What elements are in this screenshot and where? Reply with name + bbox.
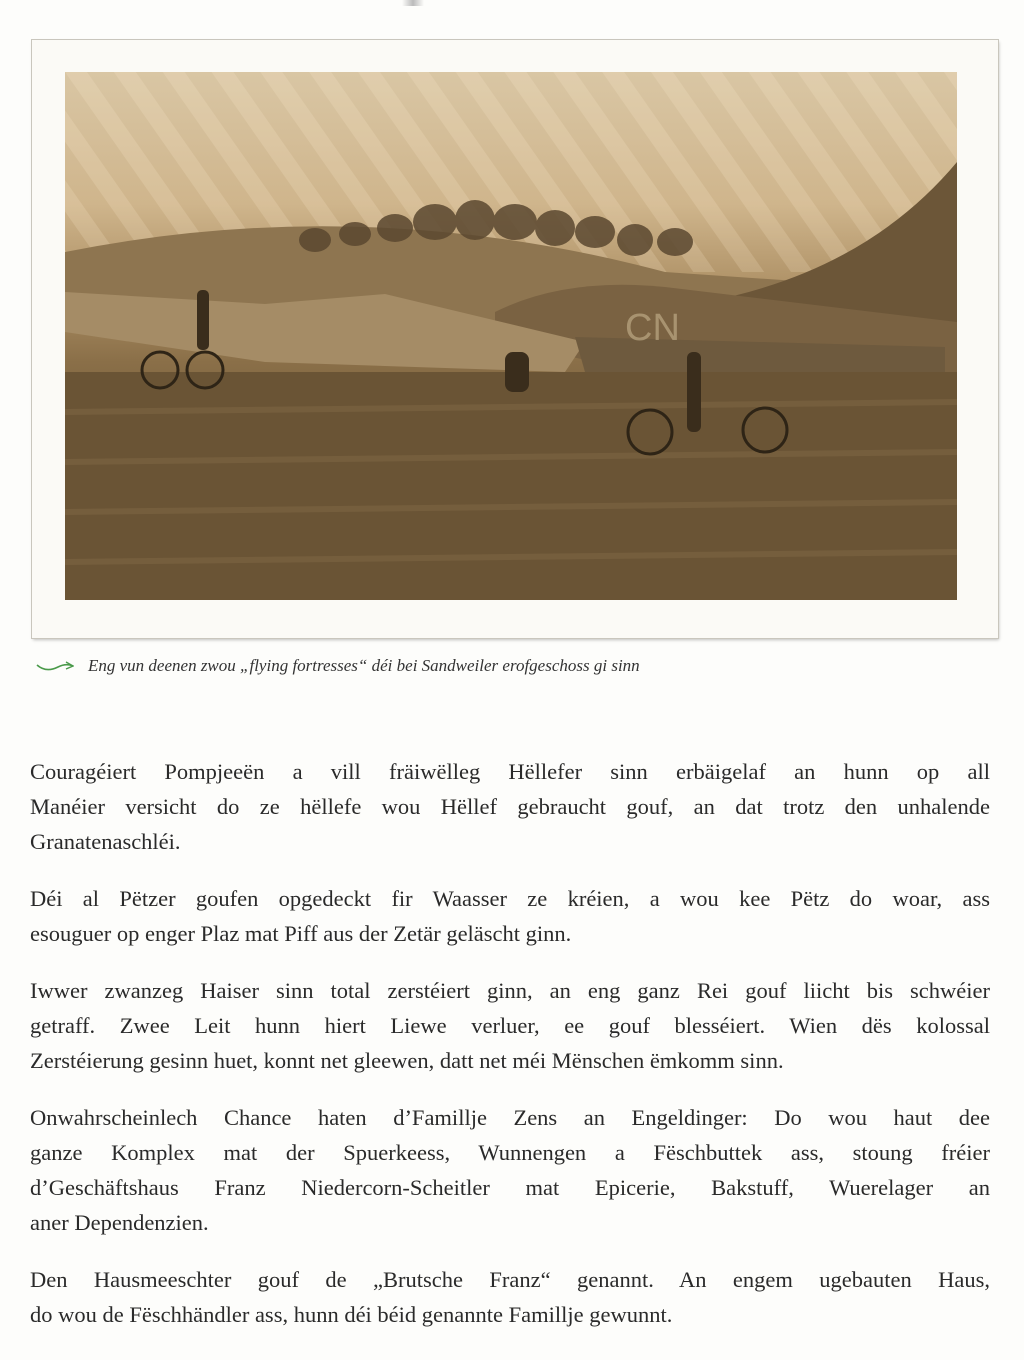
paragraph: [30, 1100, 990, 1240]
photo-frame: [32, 40, 998, 638]
text-line: Couragéiert Pompjeeën a vill fräiwëlleg Hëllefer sinn erbäigelaf an hunn op all: [30, 759, 990, 784]
photo-illustration: [65, 72, 957, 600]
text-line: Onwahrscheinlech Chance haten d’Famillje Zens an Engeldinger: Do wou haut dee: [30, 1105, 990, 1130]
scan-mark: [402, 0, 424, 6]
text-line: aner Dependenzien.: [30, 1210, 209, 1235]
swirl-icon: [36, 659, 74, 673]
text-line: esouguer op enger Plaz mat Piff aus der Zetär geläscht ginn.: [30, 921, 572, 946]
text-line: Iwwer zwanzeg Haiser sinn total zerstéiert ginn, an eng ganz Rei gouf liicht bis schwéier: [30, 978, 990, 1003]
text-line: ganze Komplex mat der Spuerkeess, Wunnengen a Fëschbuttek ass, stoung fréier: [30, 1140, 990, 1165]
photo-caption: Eng vun deenen zwou „flying fortresses“ déi bei Sandweiler erofgeschoss gi sinn: [88, 656, 640, 675]
text-line: Granatenaschléi.: [30, 829, 181, 854]
text-line: getraff. Zwee Leit hunn hiert Liewe verluer, ee gouf blesséiert. Wien dës kolossal: [30, 1013, 990, 1038]
text-line: do wou de Fëschhändler ass, hunn déi béid genannte Famillje gewunnt.: [30, 1302, 673, 1327]
paragraph: [30, 881, 990, 951]
paragraph: [30, 1262, 990, 1332]
paragraph: [30, 754, 990, 859]
aircraft-marking: CN: [625, 307, 680, 349]
text-line: Zerstéierung gesinn huet, konnt net gleewen, datt net méi Mënschen ëmkomm sinn.: [30, 1048, 784, 1073]
article-body: [30, 754, 990, 1354]
photo-caption-row: [36, 656, 640, 676]
text-line: Den Hausmeeschter gouf de „Brutsche Franz“ genannt. An engem ugebauten Haus,: [30, 1267, 990, 1292]
paragraph: [30, 973, 990, 1078]
photo-crashed-bomber: [65, 72, 957, 600]
text-line: d’Geschäftshaus Franz Niedercorn-Scheitler mat Epicerie, Bakstuff, Wuerelager an: [30, 1175, 990, 1200]
text-line: Manéier versicht do ze hëllefe wou Hëllef gebraucht gouf, an dat trotz den unhalende: [30, 794, 990, 819]
text-line: Déi al Pëtzer goufen opgedeckt fir Waasser ze kréien, a wou kee Pëtz do woar, ass: [30, 886, 990, 911]
